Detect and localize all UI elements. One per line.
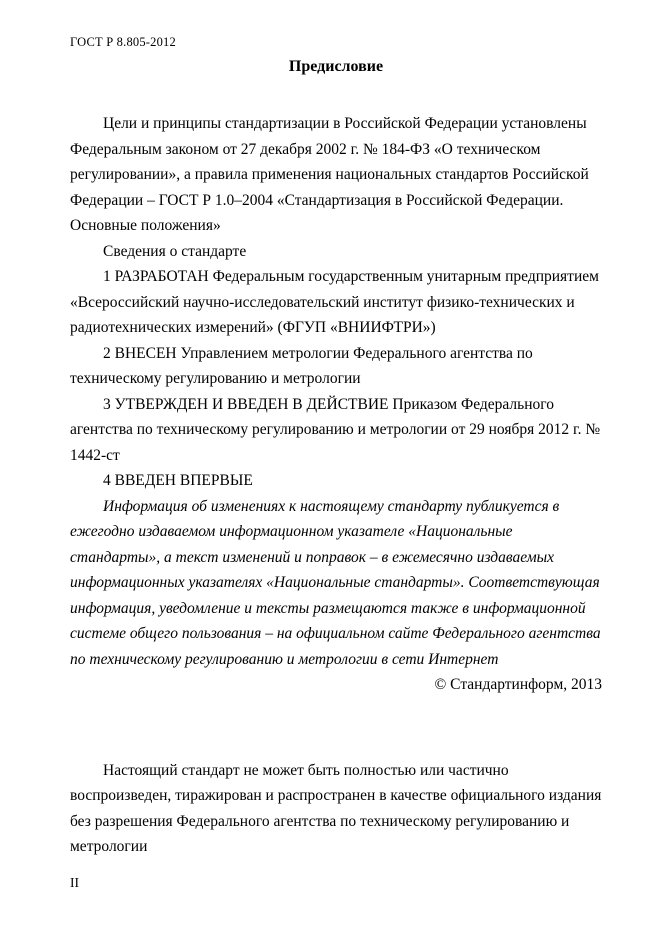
item-approved-by: 3 УТВЕРЖДЕН И ВВЕДЕН В ДЕЙСТВИЕ Приказом Федерального агентства по техническому регулированию и метрологии от 29 ноября 2012 г. № 1442-ст (70, 395, 601, 464)
copyright-notice: © Стандартинформ, 2013 (434, 676, 602, 693)
document-number: ГОСТ Р 8.805-2012 (70, 35, 176, 49)
item-introduced-first: 4 ВВЕДЕН ВПЕРВЫЕ (103, 472, 253, 489)
page-number: II (70, 875, 79, 890)
page-title: Предисловие (288, 58, 384, 75)
paragraph-reproduction-notice: Настоящий стандарт не может быть полностью или частично воспроизведен, тиражирован и распространен в качестве официального издания без разрешения Федерального агентства по техническому регулированию и метрологии (70, 761, 602, 855)
paragraph-change-info-note: Информация об изменениях к настоящему стандарту публикуется в ежегодно издаваемом информационном указателе «Национальные стандарты», а текст изменений и поправок – в ежемесячно издаваемых информационных указателях «Национальные стандарты». Соответствующая информация, уведомление и тексты размещаются также в информационной системе общего пользования – на официальном сайте Федерального агентства по техническому регулированию и метрологии в сети Интернет (70, 497, 601, 668)
item-developed-by: 1 РАЗРАБОТАН Федеральным государственным унитарным предприятием «Всероссийский научно-исследовательский институт физико-технических и радиотехнических измерений» (ФГУП «ВНИИФТРИ») (70, 268, 599, 336)
item-submitted-by: 2 ВНЕСЕН Управлением метрологии Федерального агентства по техническому регулированию и метрологии (70, 344, 533, 387)
document-body (70, 111, 602, 860)
paragraph-standardization-goals: Цели и принципы стандартизации в Российской Федерации установлены Федеральным законом от 27 декабря 2002 г. № 184-ФЗ «О техническом регулировании», а правила применения национальных стандартов Российской Федерации – ГОСТ Р 1.0–2004 «Стандартизация в Российской Федерации. Основные положения» (70, 115, 589, 234)
heading-standard-info: Сведения о стандарте (103, 242, 247, 260)
